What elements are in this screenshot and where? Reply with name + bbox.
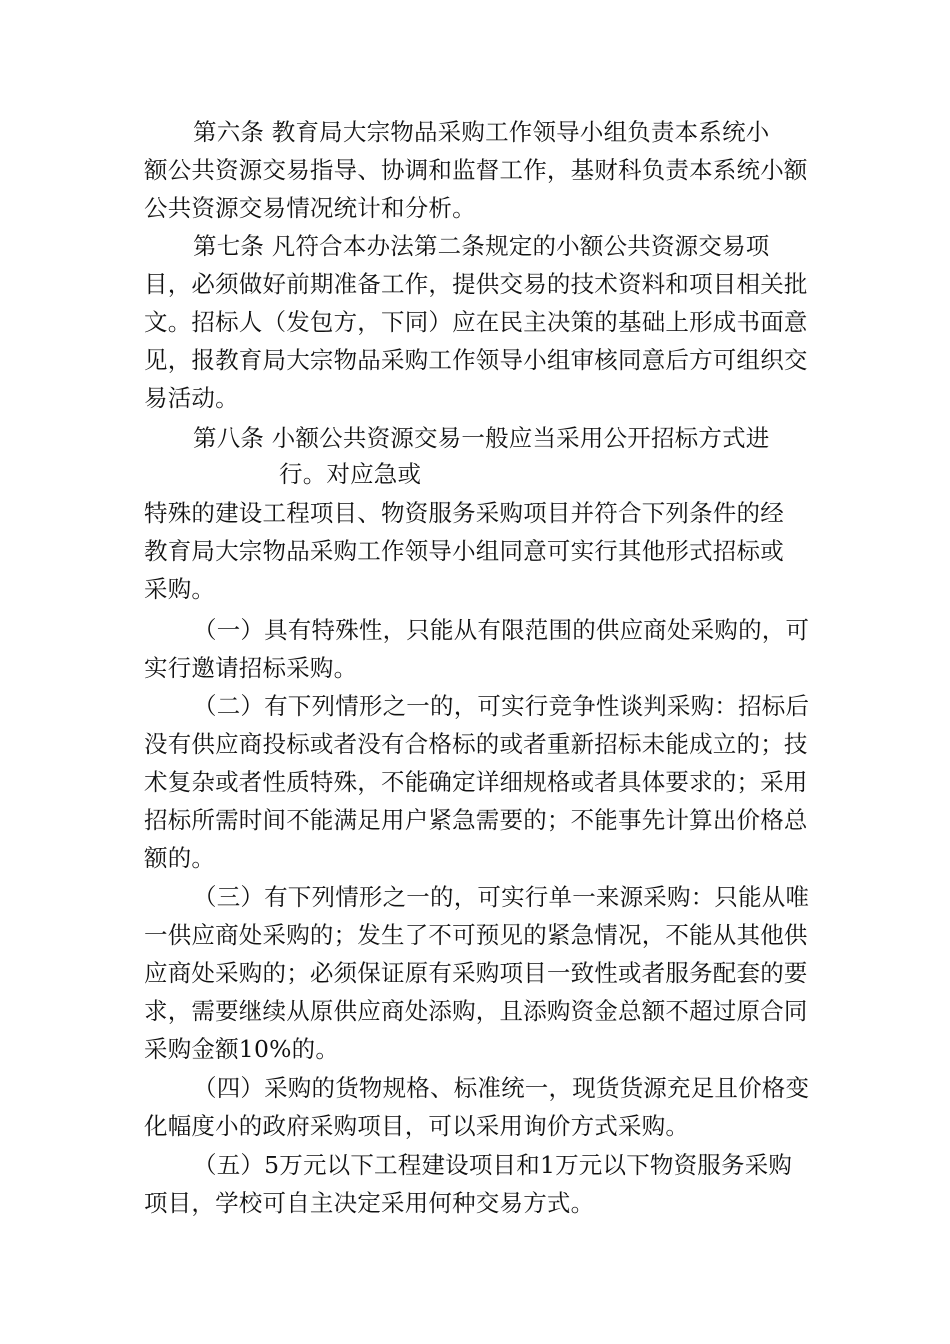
article-7-line-5: 易活动。	[144, 384, 239, 412]
item-2-line-3: 术复杂或者性质特殊，不能确定详细规格或者具体要求的；采用	[144, 768, 808, 796]
item-1-line-2: 实行邀请招标采购。	[144, 654, 358, 682]
item-2-line-4: 招标所需时间不能满足用户紧急需要的；不能事先计算出价格总	[144, 806, 808, 834]
article-8-line-1: 第八条 小额公共资源交易一般应当采用公开招标方式进	[193, 424, 770, 452]
item-4-line-2: 化幅度小的政府采购项目，可以采用询价方式采购。	[144, 1112, 690, 1140]
item-5-line-1: （五）5万元以下工程建设项目和1万元以下物资服务采购	[193, 1151, 793, 1179]
article-7-line-4: 见，报教育局大宗物品采购工作领导小组审核同意后方可组织交	[144, 346, 808, 374]
item-3-line-3: 应商处采购的；必须保证原有采购项目一致性或者服务配套的要	[144, 959, 808, 987]
article-8-line-2: 行。对应急或	[279, 460, 422, 488]
article-6-line-3: 公共资源交易情况统计和分析。	[144, 194, 476, 222]
item-3-line-4: 求，需要继续从原供应商处添购，且添购资金总额不超过原合同	[144, 997, 808, 1025]
item-2-line-5: 额的。	[144, 844, 216, 872]
article-7-line-1: 第七条 凡符合本办法第二条规定的小额公共资源交易项	[193, 232, 770, 260]
item-2-line-1: （二）有下列情形之一的，可实行竞争性谈判采购：招标后	[193, 692, 810, 720]
item-4-line-1: （四）采购的货物规格、标准统一，现货货源充足且价格变	[193, 1074, 810, 1102]
article-8-line-5: 采购。	[144, 575, 216, 603]
article-8-line-4: 教育局大宗物品采购工作领导小组同意可实行其他形式招标或	[144, 537, 784, 565]
item-1-line-1: （一）具有特殊性，只能从有限范围的供应商处采购的，可	[193, 616, 810, 644]
item-3-line-1: （三）有下列情形之一的，可实行单一来源采购：只能从唯	[193, 883, 810, 911]
article-7-line-3: 文。招标人（发包方，下同）应在民主决策的基础上形成书面意	[144, 308, 808, 336]
item-2-line-2: 没有供应商投标或者没有合格标的或者重新招标未能成立的；技	[144, 730, 808, 758]
item-3-line-2: 一供应商处采购的；发生了不可预见的紧急情况，不能从其他供	[144, 921, 808, 949]
article-7-line-2: 目，必须做好前期准备工作，提供交易的技术资料和项目相关批	[144, 270, 808, 298]
article-6-line-2: 额公共资源交易指导、协调和监督工作，基财科负责本系统小额	[144, 156, 808, 184]
article-8-line-3: 特殊的建设工程项目、物资服务采购项目并符合下列条件的经	[144, 499, 784, 527]
item-3-line-5: 采购金额10%的。	[144, 1035, 340, 1063]
item-5-line-2: 项目，学校可自主决定采用何种交易方式。	[144, 1189, 595, 1217]
article-6-line-1: 第六条 教育局大宗物品采购工作领导小组负责本系统小	[193, 118, 770, 146]
